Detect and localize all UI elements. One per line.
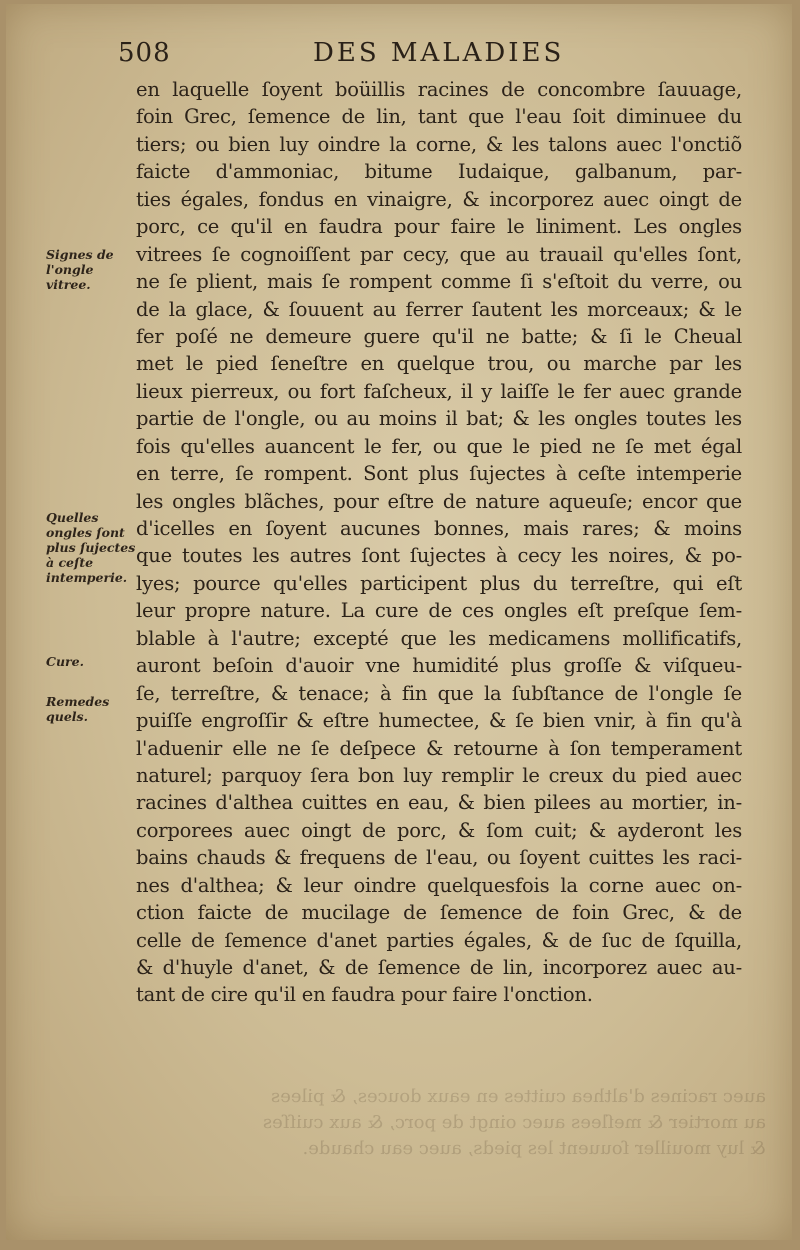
text-line: fois qu'elles auancent le fer, ou que le pied ne ſe met égal	[136, 434, 742, 458]
text-line: foin Grec, ſemence de lin, tant que l'eau ſoit diminuee du	[136, 105, 742, 129]
text-line: ſe, terreſtre, & tenace; à fin que la ſubſtance de l'ongle ſe	[136, 681, 742, 705]
text-line: l'aduenir elle ne ſe deſpece & retourne à ſon temperament	[136, 736, 742, 760]
text-line-last: tant de cire qu'il en faudra pour faire l'onction.	[136, 983, 593, 1007]
text-line: nes d'althea; & leur oindre quelquesfois la corne auec on-	[136, 873, 742, 897]
text-line: lyes; pource qu'elles participent plus du terreſtre, qui eſt	[136, 571, 742, 595]
text-line: en laquelle ſoyent boüillis racines de concombre ſauuage,	[136, 78, 742, 101]
text-line: vitrees ſe cognoiſſent par cecy, que au trauail qu'elles ſont,	[136, 242, 742, 266]
text-line: puiſſe engroſſir & eſtre humectee, & ſe bien vnir, à fin qu'à	[136, 709, 742, 733]
text-line: celle de ſemence d'anet parties égales, & de ſuc de ſquilla,	[136, 928, 742, 952]
body-text	[136, 76, 742, 1009]
text-line: naturel; parquoy ſera bon luy remplir le creux du pied auec	[136, 763, 742, 787]
text-line: partie de l'ongle, ou au moins il bat; & les ongles toutes les	[136, 407, 742, 431]
bleed-line: au mortier & meſlees auec oingt de porc, & aux cuiſſes	[262, 1112, 766, 1133]
bleed-through-text	[106, 1084, 766, 1162]
text-line: lieux pierreux, ou fort faſcheux, il y laiſſe le fer auec grande	[136, 379, 742, 403]
text-line: que toutes les autres ſont ſujectes à cecy les noires, & po-	[136, 544, 742, 568]
book-page	[6, 4, 792, 1240]
bleed-line: & luy mouiller ſouuent les pieds, auec eau chaude.	[302, 1138, 766, 1159]
text-line: corporees auec oingt de porc, & ſom cuit; & ayderont les	[136, 818, 742, 842]
text-line: leur propre nature. La cure de ces ongles eſt preſque ſem-	[136, 599, 742, 623]
text-line: blable à l'autre; excepté que les medicamens mollificatifs,	[136, 626, 742, 650]
margin-note-cure: Cure.	[46, 654, 84, 669]
text-line: en terre, ſe rompent. Sont plus ſujectes à ceſte intemperie	[136, 462, 742, 486]
text-line: auront beſoin d'auoir vne humidité plus groſſe & viſqueu-	[136, 654, 742, 678]
margin-note-quelles-ongles: Quelles ongles ſont plus ſujectes à ceſte intemperie.	[46, 510, 136, 585]
text-line: ties égales, fondus en vinaigre, & incorporez auec oingt de	[136, 187, 742, 211]
bleed-line: auec racines d'althea cuittes en eaux douces, & pilees	[270, 1086, 766, 1107]
margin-note-signes: Signes de l'ongle vitree.	[46, 247, 114, 292]
page-number: 508	[118, 38, 171, 68]
text-line: & d'huyle d'anet, & de ſemence de lin, incorporez auec au-	[136, 956, 742, 979]
page-header	[118, 36, 678, 72]
text-line: de la glace, & ſouuent au ferrer ſautent les morceaux; & le	[136, 297, 742, 321]
text-line: porc, ce qu'il en faudra pour faire le liniment. Les ongles	[136, 215, 742, 239]
text-line: d'icelles en ſoyent aucunes bonnes, mais rares; & moins	[136, 517, 742, 540]
text-line: racines d'althea cuittes en eau, & bien pilees au mortier, in-	[136, 791, 742, 815]
margin-note-remedes: Remedes quels.	[46, 694, 110, 724]
text-line: bains chauds & frequens de l'eau, ou ſoyent cuittes les raci-	[136, 846, 742, 870]
text-line: faicte d'ammoniac, bitume Iudaique, galbanum, par-	[136, 160, 742, 184]
text-line: met le pied ſeneſtre en quelque trou, ou marche par les	[136, 352, 742, 376]
text-line: tiers; ou bien luy oindre la corne, & les talons auec l'onctiõ	[136, 132, 742, 156]
text-line: ction faicte de mucilage de ſemence de foin Grec, & de	[136, 901, 742, 925]
text-line: ne ſe plient, mais ſe rompent comme ſi s'eſtoit du verre, ou	[136, 270, 742, 294]
text-line: les ongles blãches, pour eſtre de nature aqueuſe; encor que	[136, 489, 742, 513]
running-title: DES MALADIES	[313, 38, 565, 68]
text-line: fer poſé ne demeure guere qu'il ne batte; & ſi le Cheual	[136, 324, 742, 348]
